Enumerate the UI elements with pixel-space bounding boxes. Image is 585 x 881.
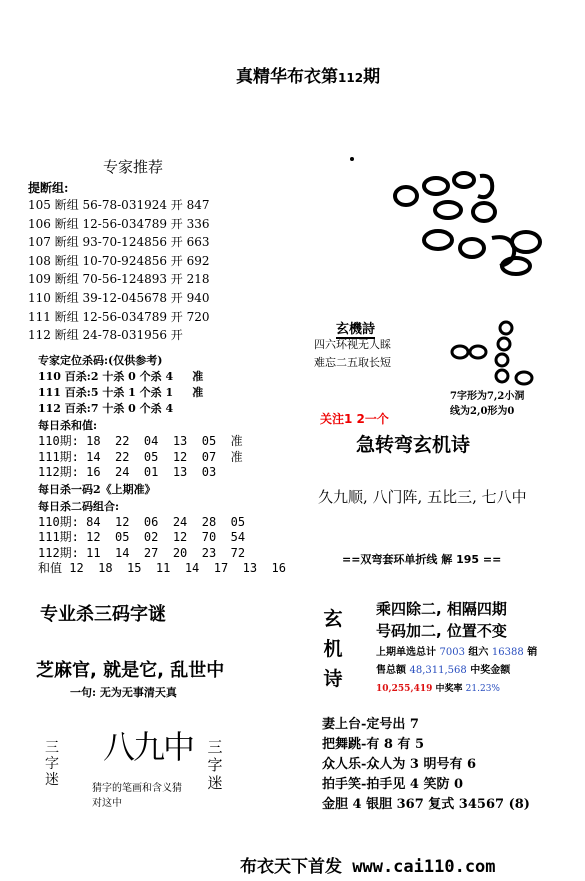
list-item: 109 断组 70-56-124893 开 218 xyxy=(28,272,210,287)
bead xyxy=(470,346,486,358)
expert-panel xyxy=(28,156,238,345)
list-item: 112 断组 24-78-031956 开 xyxy=(28,328,183,343)
stats-row xyxy=(376,643,537,658)
poem-title: 急转弯玄机诗 xyxy=(356,434,471,456)
scribble-loop xyxy=(473,203,495,221)
vert-char: 三 xyxy=(45,740,59,756)
xuanji2-vert-label xyxy=(320,604,346,694)
expert-heading: 专家推荐 xyxy=(102,158,163,176)
riddle-heading: 专业杀三码字谜 xyxy=(40,604,166,625)
focus-text: 关注1 2一个 xyxy=(320,412,389,426)
list-item: 众人乐-众人为 3 明号有 6 xyxy=(322,757,477,772)
scribble-image xyxy=(388,168,548,278)
list-item: 112期: 16 24 01 13 03 xyxy=(38,465,217,479)
xuanji-line: 难忘二五取长短 xyxy=(314,356,391,369)
page-title xyxy=(236,62,380,87)
puzzle-hint: 猜字的笔画和含义猜 xyxy=(92,783,182,794)
stat-label: 中奖金额 xyxy=(470,665,511,676)
vert-char: 迷 xyxy=(207,774,223,792)
scribble-loop xyxy=(435,202,461,218)
vert-char: 字 xyxy=(207,756,223,774)
one-code: 每日杀一码2《上期准》 xyxy=(38,482,156,496)
puzzle-hint: 对这中 xyxy=(92,798,122,809)
riddle-sub: 一句: 无为无事清天真 xyxy=(70,686,177,699)
scribble-loop xyxy=(512,232,540,252)
bead xyxy=(516,372,532,384)
stat-value: 16388 xyxy=(491,647,524,658)
daily-sum-heading: 每日杀和值: xyxy=(38,419,98,432)
list-item: 112 百杀:7 十杀 0 个杀 4 xyxy=(38,402,174,415)
stat-value: 48,311,568 xyxy=(409,665,467,676)
bead xyxy=(498,338,510,350)
list-item: 111期: 12 05 02 12 70 54 xyxy=(38,530,246,544)
vert-char: 字 xyxy=(45,756,59,772)
list-item: 110期: 18 22 04 13 05 准 xyxy=(38,434,243,448)
list-item: 把舞跳-有 8 有 5 xyxy=(322,737,425,752)
stat-value: 10,255,419 xyxy=(376,684,433,694)
list-item: 111 断组 12-56-034789 开 720 xyxy=(28,309,210,324)
list-item: 105 断组 56-78-031924 开 847 xyxy=(28,198,210,212)
expert-subheading: 提断组: xyxy=(28,181,69,195)
scribble-loop xyxy=(454,173,474,187)
list-item: 108 断组 10-70-924856 开 692 xyxy=(28,253,210,268)
list-item: 拍手笑-拍手见 4 笑防 0 xyxy=(322,777,464,792)
list-item: 107 断组 93-70-124856 开 663 xyxy=(28,235,210,250)
xuanji2-line: 乘四除二, 相隔四期 xyxy=(376,600,507,618)
title-suffix: 期 xyxy=(363,67,381,87)
stat-label: 销 xyxy=(527,647,538,658)
vert-char: 机 xyxy=(323,638,343,660)
list-item: 111 百杀:5 十杀 1 个杀 1 准 xyxy=(38,386,204,399)
decor-dot xyxy=(350,157,354,161)
xuanji2-line: 号码加二, 位置不变 xyxy=(376,622,507,640)
scribble-stroke xyxy=(478,176,492,197)
clues-panel xyxy=(322,715,562,815)
scribble-loop xyxy=(502,258,530,274)
puzzle-right-label xyxy=(206,738,224,792)
scribble-loop xyxy=(395,187,417,205)
stat-label: 上期单选总计 xyxy=(376,647,436,658)
kill-panel xyxy=(38,352,286,577)
bead xyxy=(496,370,508,382)
scribble-loop xyxy=(424,178,448,194)
list-item: 110期: 84 12 06 24 28 05 xyxy=(38,514,246,529)
list-item: 106 断组 12-56-034789 开 336 xyxy=(28,216,210,231)
vert-char: 三 xyxy=(207,738,223,756)
vert-char: 迷 xyxy=(45,772,59,788)
bead xyxy=(500,322,512,334)
bead xyxy=(452,346,468,358)
stat-label: 中奖率 xyxy=(435,684,463,694)
puzzle-main: 八九中 xyxy=(103,728,194,766)
scribble-loop xyxy=(424,231,452,249)
stat-label: 组六 xyxy=(468,647,489,658)
stat-value: 7003 xyxy=(439,647,465,658)
xuanji-note: 7字形为7,2小洞 xyxy=(450,391,525,402)
list-item: 妻上台-定号出 7 xyxy=(322,717,419,732)
issue-number: 112 xyxy=(338,71,364,85)
list-item: 110 百杀:2 十杀 0 个杀 4 准 xyxy=(38,370,204,383)
xuanji-note: 线为2,0形为0 xyxy=(450,406,515,417)
beads-image xyxy=(448,318,538,388)
list-item: 111期: 14 22 05 12 07 准 xyxy=(38,449,243,464)
poem-body: 久九顺, 八门阵, 五比三, 七八中 xyxy=(318,488,527,506)
riddle-line: 芝麻官, 就是它, 乱世中 xyxy=(36,660,225,681)
xuanji-title: 玄機詩 xyxy=(336,318,375,339)
scribble-loop xyxy=(460,239,484,257)
title-text: 真精华布衣第 xyxy=(236,67,338,87)
footer-text: 布衣天下首发 www.cai110.com xyxy=(240,857,496,877)
stat-value: 21.23% xyxy=(465,684,500,694)
xuanji-line: 四六环视无人睬 xyxy=(314,338,391,351)
list-item: 112期: 11 14 27 20 23 72 xyxy=(38,545,246,560)
puzzle-left-label xyxy=(44,740,60,788)
stats-row xyxy=(376,681,500,694)
vert-char: 诗 xyxy=(323,668,343,690)
list-item: 110 断组 39-12-045678 开 940 xyxy=(28,290,210,305)
list-item: 和值 12 18 15 11 14 17 13 16 xyxy=(38,561,286,575)
swap-text: ==双弯套环单折线 解 195 == xyxy=(342,553,502,566)
vert-char: 玄 xyxy=(323,608,343,630)
bead xyxy=(496,354,508,366)
stats-row xyxy=(376,661,510,676)
list-item: 金胆 4 银胆 367 复式 34567 (8) xyxy=(322,797,530,812)
kill-heading: 专家定位杀码:(仅供参考) xyxy=(38,354,163,367)
stat-label: 售总额 xyxy=(376,665,406,676)
pair-heading: 每日杀二码组合: xyxy=(38,499,120,513)
